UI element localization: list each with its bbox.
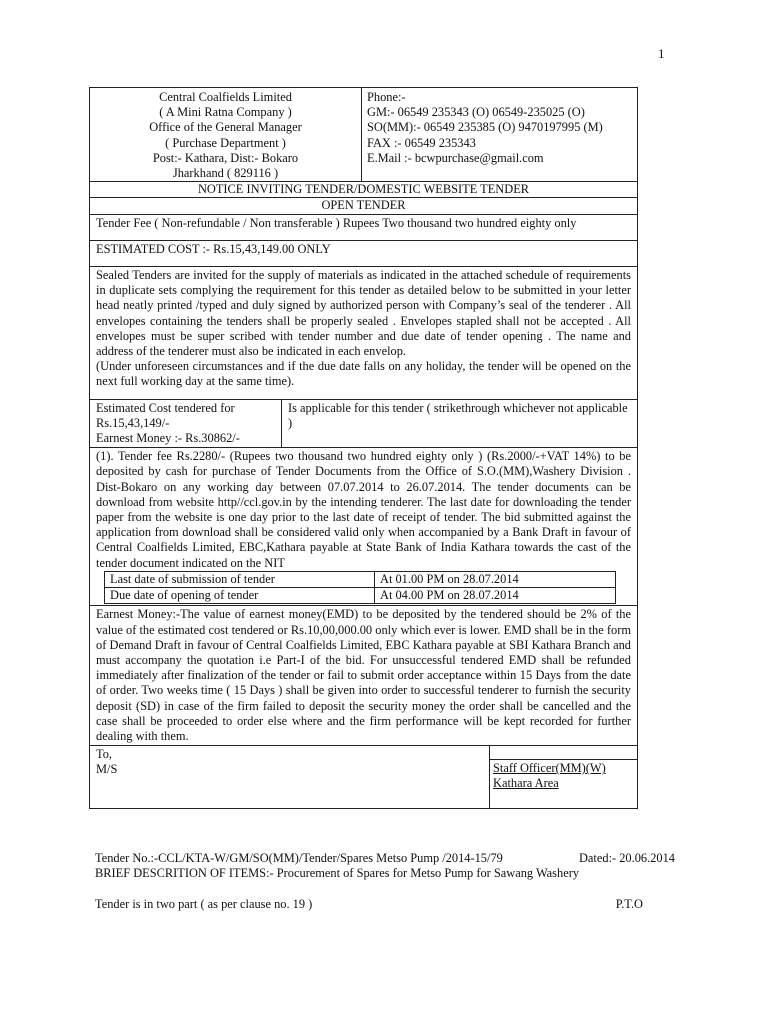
estimated-cost-split xyxy=(90,400,637,449)
pto-note: P.T.O xyxy=(615,897,643,911)
dates-row xyxy=(105,572,615,588)
tender-number-line xyxy=(95,851,675,866)
to-label: To, xyxy=(96,747,112,762)
two-part-note: Tender is in two part ( as per clause no. 19 ) xyxy=(95,897,313,911)
estimated-line: Rs.15,43,149/- xyxy=(96,415,170,430)
address-line: ( A Mini Ratna Company ) xyxy=(159,105,292,120)
dates-row xyxy=(105,588,615,603)
page-number: 1 xyxy=(658,46,665,61)
signature-section xyxy=(90,746,637,808)
address-line: ( Purchase Department ) xyxy=(165,135,286,150)
address-line: Central Coalfields Limited xyxy=(159,90,292,104)
contact-line: E.Mail :- bcwpurchase@gmail.com xyxy=(367,150,544,165)
date-label: Last date of submission of tender xyxy=(105,572,375,587)
contact-line: Phone:- xyxy=(367,90,406,104)
contact-line: FAX :- 06549 235343 xyxy=(367,135,476,150)
tender-notice-table xyxy=(89,87,638,809)
estimated-cost-details xyxy=(90,400,282,448)
signatory-place: Kathara Area xyxy=(493,776,559,791)
tender-date: Dated:- 20.06.2014 xyxy=(578,851,675,865)
earnest-money-line: Earnest Money :- Rs.30862/- xyxy=(96,431,240,446)
holiday-paragraph: (Under unforeseen circumstances and if the due date falls on any holiday, the tender will be opened on the next full working day at the same time). xyxy=(96,359,631,389)
contact-line: GM:- 06549 235343 (O) 06549-235025 (O) xyxy=(367,105,585,120)
tender-fee-paragraph: (1). Tender fee Rs.2280/- (Rupees two thousand two hundred eighty only ) (Rs.2000/-+VAT 14%) to be deposited by cash for purchase of Tender Documents from the Office of S.O.(MM),Washery Division . Dist-Bokaro on any working day between 07.07.2014 to 26.07.2014. The tender documents can be download from website http//ccl.gov.in by the intending tenderer. The last date for downloading the tender paper from the website is one day prior to the last date of receipt of tender. The bid submitted against the application from download shall be considered valid only when accompanied by a Bank Draft in favour of Central Coalfields Limited, EBC,Kathara payable at State Bank of India Kathara towards the cast of the tender document indicated on the NIT xyxy=(96,449,631,570)
estimated-cost-text: ESTIMATED COST :- Rs.15,43,149.00 ONLY xyxy=(96,241,331,256)
ms-label: M/S xyxy=(96,762,118,777)
company-address xyxy=(90,88,362,181)
contact-line: SO(MM):- 06549 235385 (O) 9470197995 (M) xyxy=(367,120,603,135)
signatory-title: Staff Officer(MM)(W) xyxy=(493,761,606,776)
earnest-money-section: Earnest Money:-The value of earnest money(EMD) to be deposited by the tendered should be 2% of the value of the estimated cost tendered or Rs.10,00,000.00 only which ever is lower. EMD shall be in the form of Demand Draft in favour of Central Coalfields Limited, EBC Kathara payable at SBI Kathara Branch and must accompany the quotation i.e Part-I of the bid. For unsuccessful tendered EMD shall be refunded immediately after finalization of the tender or fail to submit order acceptance within 15 Days from the date of order. Two weeks time ( 15 Days ) shall be given into order to successful tenderer to furnish the security deposit (SD) in case of the firm failed to deposit the security money the order shall be cancelled and the case shall be proceeded to order else where and the firm performance will be kept recorded for further dealing with them. xyxy=(90,606,637,746)
address-line: Post:- Kathara, Dist:- Bokaro xyxy=(152,150,299,165)
signatory-block xyxy=(490,746,637,808)
open-tender-heading: OPEN TENDER xyxy=(90,198,637,214)
tender-fee-row xyxy=(90,215,637,241)
sealed-paragraph: Sealed Tenders are invited for the supply of materials as indicated in the attached schedule of requirements in duplicate sets complying the requirement for this tender as detailed below to be submitted in your letter head neatly printed /typed and duly signed by authorized person with Company’s seal of the tenderer . All envelopes containing the tenders shall be properly sealed . Envelopes stapled shall not be accepted . All envelopes must be super scribed with tender number and due date of tender opening . The name and address of the tenderer must also be indicated in each envelop. xyxy=(96,268,631,359)
addressee-block xyxy=(90,746,490,808)
tender-number: Tender No.:-CCL/KTA-W/GM/SO(MM)/Tender/Spares Metso Pump /2014-15/79 xyxy=(95,851,503,865)
date-label: Due date of opening of tender xyxy=(105,588,375,603)
date-value: At 01.00 PM on 28.07.2014 xyxy=(380,571,519,586)
contact-details xyxy=(362,88,637,181)
header-section xyxy=(90,88,637,182)
estimated-cost-row xyxy=(90,241,637,267)
notice-title: NOTICE INVITING TENDER/DOMESTIC WEBSITE TENDER xyxy=(90,182,637,198)
tender-fee-section xyxy=(90,448,637,606)
date-value: At 04.00 PM on 28.07.2014 xyxy=(380,588,519,603)
tender-fee-text: Tender Fee ( Non-refundable / Non transferable ) Rupees Two thousand two hundred eighty only xyxy=(96,215,577,230)
address-line: Jharkhand ( 829116 ) xyxy=(172,166,279,181)
two-part-line xyxy=(95,897,643,912)
estimated-line: Estimated Cost tendered for xyxy=(96,400,235,415)
applicability-note: Is applicable for this tender ( strikethrough whichever not applicable ) xyxy=(288,400,628,430)
brief-description: BRIEF DESCRITION OF ITEMS:- Procurement of Spares for Metso Pump for Sawang Washery xyxy=(95,866,580,880)
dates-table xyxy=(104,571,616,604)
sealed-tender-section xyxy=(90,267,637,400)
address-line: Office of the General Manager xyxy=(149,120,302,135)
